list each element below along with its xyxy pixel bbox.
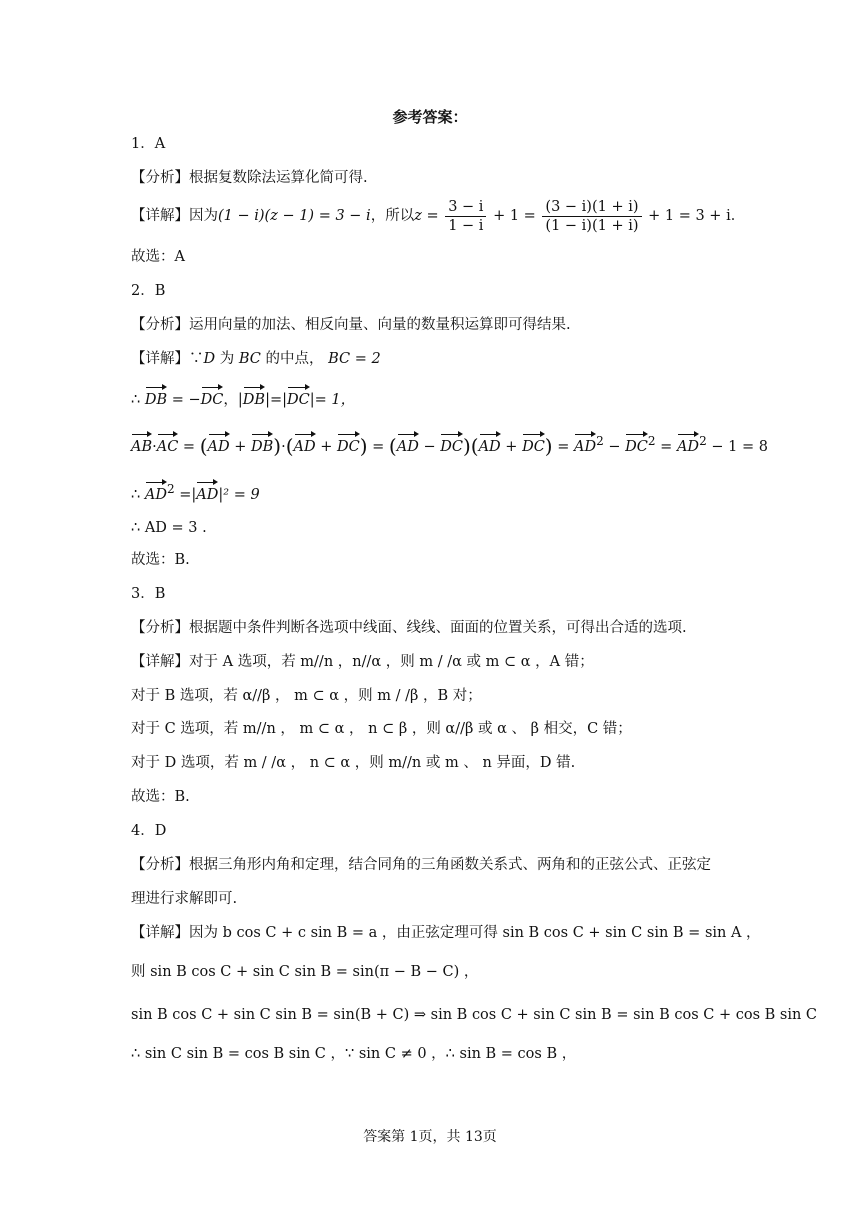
q1-fraction-2 — [542, 198, 641, 235]
q2-tail: |= 1， — [309, 392, 356, 408]
q3-analysis: 【分析】根据题中条件判断各选项中线面、线线、面面的位置关系，可得出合适的选项. — [131, 620, 687, 636]
q2-detail-5: ∴ AD = 3 . — [131, 520, 207, 536]
q1-fraction-2-den: (1 − i)(1 + i) — [545, 217, 639, 234]
q3-choice: 故选：B. — [131, 789, 190, 805]
page-footer: 答案第 1页，共 13页 — [363, 1129, 497, 1145]
q2-eq-neg: = − — [171, 392, 201, 408]
q2-vec-dc-4: DC — [625, 433, 648, 457]
q2-detail-4: ∴ $AD^2 =|AD|^2 = 9$ — [131, 482, 260, 503]
q2-vec-ad-7: AD — [145, 481, 167, 505]
q4-analysis-1: 【分析】根据三角形内角和定理，结合同角的三角函数关系式、两角和的正弦公式、正弦定 — [131, 857, 711, 873]
q2-vec-ad-1: AD — [208, 433, 230, 457]
q3-number: 3．B — [131, 586, 166, 602]
q4-detail-2: 则 sin B cos C + sin C sin B = sin(π − B − C) ， — [131, 964, 479, 980]
q2-mid: ，| — [223, 392, 243, 408]
q1-detail-intro: 【详解】因为 — [131, 208, 218, 224]
q2-vec-dc-1: DC — [337, 433, 360, 457]
q3-option-c: 对于 C 选项，若 m//n ， m ⊂ α ， n ⊂ β ，则 α//β 或 α 、 β 相交，C 错； — [131, 721, 632, 737]
q2-vec-dc-2: DC — [440, 433, 463, 457]
q2-vec-ad-6: AD — [677, 433, 699, 457]
q2-point-d: D — [203, 351, 216, 367]
q3-option-a: 【详解】对于 A 选项，若 m//n ，n//α ，则 m / /α 或 m ⊂ α ，A 错； — [131, 654, 594, 670]
q2-therefore: ∴ — [131, 392, 141, 408]
q2-detail-1 — [131, 349, 381, 369]
q1-result: + 1 = 3 + i — [648, 208, 731, 224]
q1-detail-so: ，所以 — [370, 208, 415, 224]
q1-number: 1．A — [131, 136, 166, 152]
q2-analysis: 【分析】运用向量的加法、相反向量、向量的数量积运算即可得结果. — [131, 317, 571, 333]
q2-number: 2．B — [131, 283, 166, 299]
q2-vec-ab: AB — [131, 433, 152, 457]
q2-vec-ad-4: AD — [479, 433, 501, 457]
q2-segment-bc: BC — [238, 351, 261, 367]
q2-vec-dc: DC — [201, 386, 224, 410]
q2-vec-dc-abs: DC — [287, 386, 310, 410]
q1-given-equation: (1 − i)(z − 1) = 3 − i — [218, 208, 371, 224]
q2-vec-db: DB — [145, 386, 167, 410]
q4-detail-3: sin B cos C + sin C sin B = sin(B + C) ⇒ sin B cos C + sin C sin B = sin B cos C + cos B sin C — [131, 1007, 818, 1023]
q4-number: 4．D — [131, 823, 167, 839]
q2-line4-tail: =| — [179, 486, 197, 503]
q3-option-b: 对于 B 选项，若 α//β ， m ⊂ α ，则 m / /β ，B 对； — [131, 688, 482, 704]
q1-choice: 故选：A — [131, 249, 185, 265]
q2-choice: 故选：B. — [131, 552, 190, 568]
q1-detail — [131, 194, 745, 238]
q2-vec-db-abs: DB — [243, 386, 265, 410]
q2-vec-ad-2: AD — [294, 433, 316, 457]
q4-detail-4: ∴ sin C sin B = cos B sin C ，∵ sin C ≠ 0 ，∴ sin B = cos B ， — [131, 1046, 577, 1062]
q2-vec-ac: AC — [157, 433, 179, 457]
q2-vec-ad-5: AD — [574, 433, 596, 457]
q2-vec-dc-3: DC — [522, 433, 545, 457]
q1-fraction-1-den: 1 − i — [448, 217, 484, 234]
q1-z-eq: z = — [414, 208, 439, 224]
q2-vec-ad-8: AD — [196, 481, 218, 505]
q2-therefore-2: ∴ — [131, 486, 141, 503]
q1-plus-one: + 1 = — [493, 208, 536, 224]
q1-end: ． — [730, 208, 746, 224]
q2-detail-is: 为 — [219, 351, 235, 367]
q2-vec-db-1: DB — [251, 433, 273, 457]
q4-analysis-2: 理进行求解即可. — [131, 891, 238, 907]
q1-fraction-1-num: 3 − i — [445, 198, 486, 217]
q2-line4-end: |² = 9 — [218, 486, 260, 503]
q2-detail-2 — [131, 386, 355, 410]
q2-detail-prefix: 【详解】∵ — [131, 351, 204, 367]
q2-eq-bars: |=| — [265, 392, 287, 408]
q1-fraction-2-num: (3 − i)(1 + i) — [542, 198, 641, 217]
q2-line3-tail: − 1 = 8 — [711, 438, 768, 455]
q3-option-d: 对于 D 选项，若 m / /α ， n ⊂ α ，则 m//n 或 m 、 n 异面，D 错. — [131, 755, 576, 771]
page-title: 参考答案： — [392, 108, 468, 126]
q2-bc-length: BC = 2 — [328, 351, 381, 367]
q4-detail-1: 【详解】因为 b cos C + c sin B = a ，由正弦定理可得 sin B cos C + sin C sin B = sin A ， — [131, 925, 761, 941]
q2-detail-3: $AB\cdot AC = (AD + DB)\cdot(AD + DC) = (AD - DC)(AD + DC) = AD^2 - DC^2 = AD^2 - 1 = 8$ — [131, 433, 768, 458]
q2-vec-ad-3: AD — [397, 433, 419, 457]
q1-analysis: 【分析】根据复数除法运算化简可得. — [131, 170, 368, 186]
q1-fraction-1 — [445, 198, 486, 235]
q2-detail-midpoint: 的中点， — [265, 351, 324, 367]
